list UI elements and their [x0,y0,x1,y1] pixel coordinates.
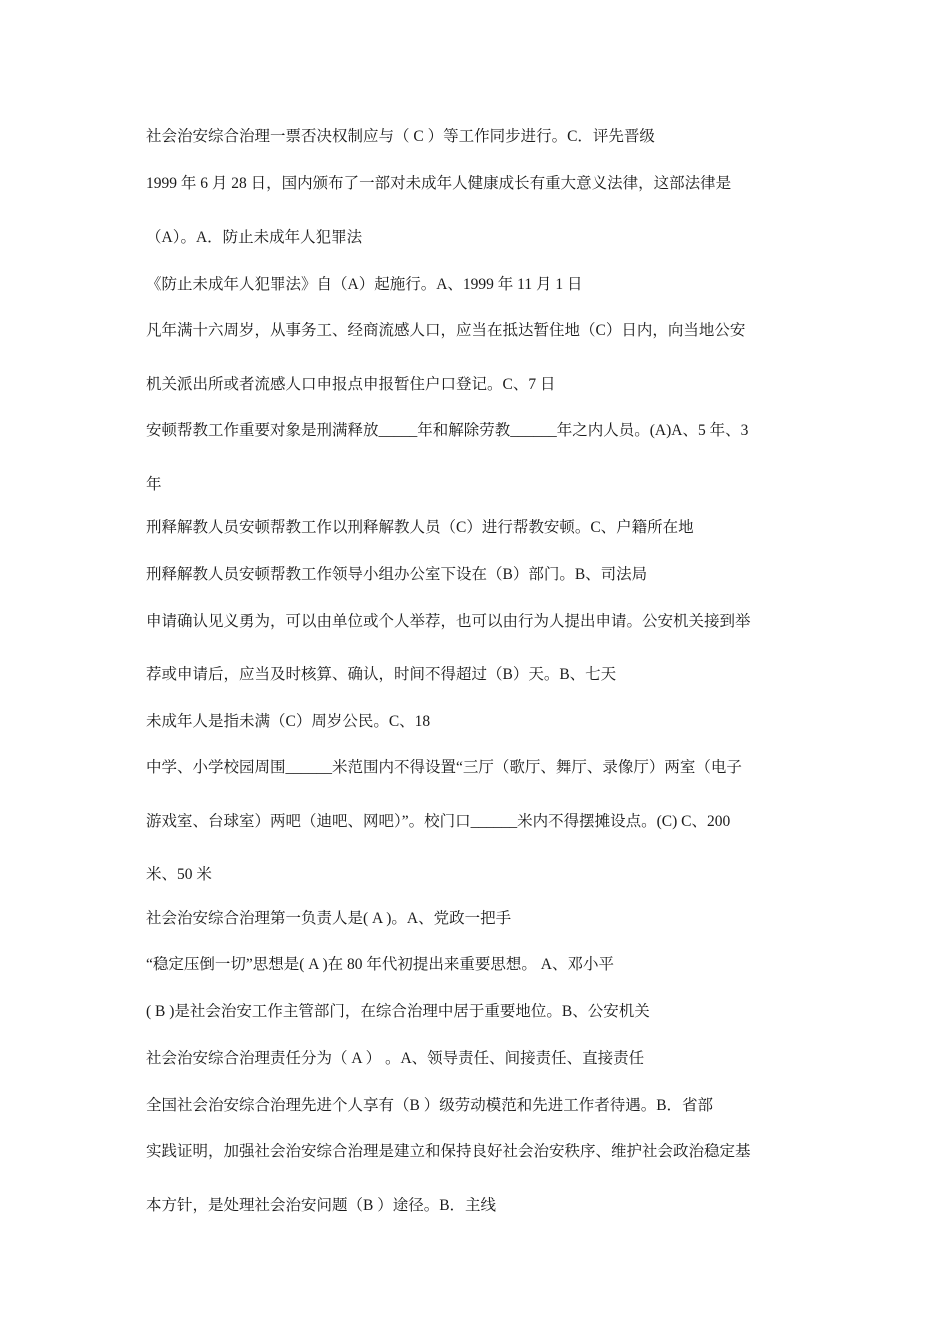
text-line-20: 社会治安综合治理责任分为（ A ） 。A、领导责任、间接责任、直接责任 [146,1050,645,1067]
text-line-1: 社会治安综合治理一票否决权制应与（ C ）等工作同步进行。C．评先晋级 [146,128,655,145]
text-line-19: ( B )是社会治安工作主管部门，在综合治理中居于重要地位。B、公安机关 [146,1003,650,1020]
text-line-14: 中学、小学校园周围______米范围内不得设置“三厅（歌厅、舞厅、录像厅）两室（电子 [146,759,742,776]
text-line-18: “稳定压倒一切”思想是( A )在 80 年代初提出来重要思想。 A、邓小平 [146,956,614,973]
text-line-4: 《防止未成年人犯罪法》自（A）起施行。A、1999 年 11 月 1 日 [146,276,583,293]
text-line-22: 实践证明，加强社会治安综合治理是建立和保持良好社会治安秩序、维护社会政治稳定基 [146,1143,751,1160]
text-line-15: 游戏室、台球室）两吧（迪吧、网吧）”。校门口______米内不得摆摊设点。(C) C、200 [146,813,731,830]
text-line-21: 全国社会治安综合治理先进个人享有（B ）级劳动模范和先进工作者待遇。B．省部 [146,1097,714,1114]
text-line-11: 申请确认见义勇为，可以由单位或个人举荐，也可以由行为人提出申请。公安机关接到举 [146,613,751,630]
text-line-8: 年 [146,476,162,493]
text-line-2: 1999 年 6 月 28 日，国内颁布了一部对未成年人健康成长有重大意义法律，这部法律是 [146,175,732,192]
text-line-16: 米、50 米 [146,866,212,883]
text-line-17: 社会治安综合治理第一负责人是( A )。A、党政一把手 [146,910,512,927]
text-line-7: 安顿帮教工作重要对象是刑满释放_____年和解除劳教______年之内人员。(A)A、5 年、3 [146,422,749,439]
text-line-6: 机关派出所或者流感人口申报点申报暂住户口登记。C、7 日 [146,376,556,393]
text-line-3: （A）。A．防止未成年人犯罪法 [146,229,363,246]
text-line-9: 刑释解教人员安顿帮教工作以刑释解教人员（C）进行帮教安顿。C、户籍所在地 [146,519,694,536]
text-line-5: 凡年满十六周岁，从事务工、经商流感人口，应当在抵达暂住地（C）日内，向当地公安 [146,322,746,339]
text-line-13: 未成年人是指未满（C）周岁公民。C、18 [146,713,431,730]
text-line-10: 刑释解教人员安顿帮教工作领导小组办公室下设在（B）部门。B、司法局 [146,566,648,583]
text-line-12: 荐或申请后，应当及时核算、确认，时间不得超过（B）天。B、七天 [146,666,617,683]
text-line-23: 本方针，是处理社会治安问题（B ）途径。B．主线 [146,1197,497,1214]
